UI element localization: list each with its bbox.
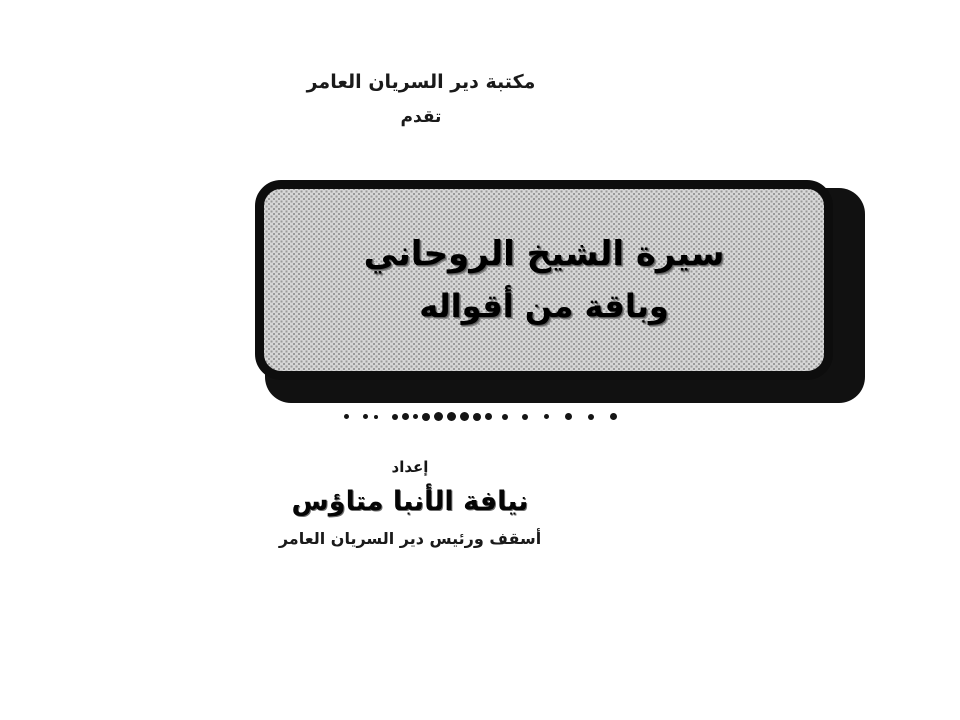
decorative-dot xyxy=(473,413,481,421)
decorative-dots xyxy=(0,412,960,421)
decorative-dot xyxy=(422,413,430,421)
page-title-line-2: وباقة من أقواله xyxy=(419,287,669,326)
decorative-dot xyxy=(413,414,418,419)
decorative-dot xyxy=(363,414,368,419)
decorative-dot xyxy=(344,414,349,419)
presents-label: تقدم xyxy=(400,106,442,127)
decorative-dot xyxy=(460,412,469,421)
decorative-dot xyxy=(502,414,508,420)
decorative-dot xyxy=(434,412,443,421)
author-title: أسقف ورئيس دير السريان العامر xyxy=(278,529,542,548)
decorative-dot xyxy=(374,415,378,419)
decorative-dot xyxy=(522,414,528,420)
decorative-dot xyxy=(610,413,617,420)
author-name: نيافة الأنبا متاؤس xyxy=(291,486,529,517)
decorative-dot xyxy=(485,413,492,420)
author-block xyxy=(0,458,960,548)
title-plaque xyxy=(255,180,865,405)
plaque-panel xyxy=(255,180,833,380)
decorative-dot xyxy=(544,414,549,419)
decorative-dot xyxy=(392,414,398,420)
publisher-name: مكتبة دير السريان العامر xyxy=(306,71,536,93)
decorative-dot xyxy=(447,412,456,421)
publisher-block xyxy=(0,68,960,127)
decorative-dot xyxy=(402,413,409,420)
decorative-dot xyxy=(565,413,572,420)
prepared-by-label: إعداد xyxy=(391,458,429,476)
page-title-line-1: سيرة الشيخ الروحاني xyxy=(363,234,725,275)
decorative-dot xyxy=(588,414,594,420)
